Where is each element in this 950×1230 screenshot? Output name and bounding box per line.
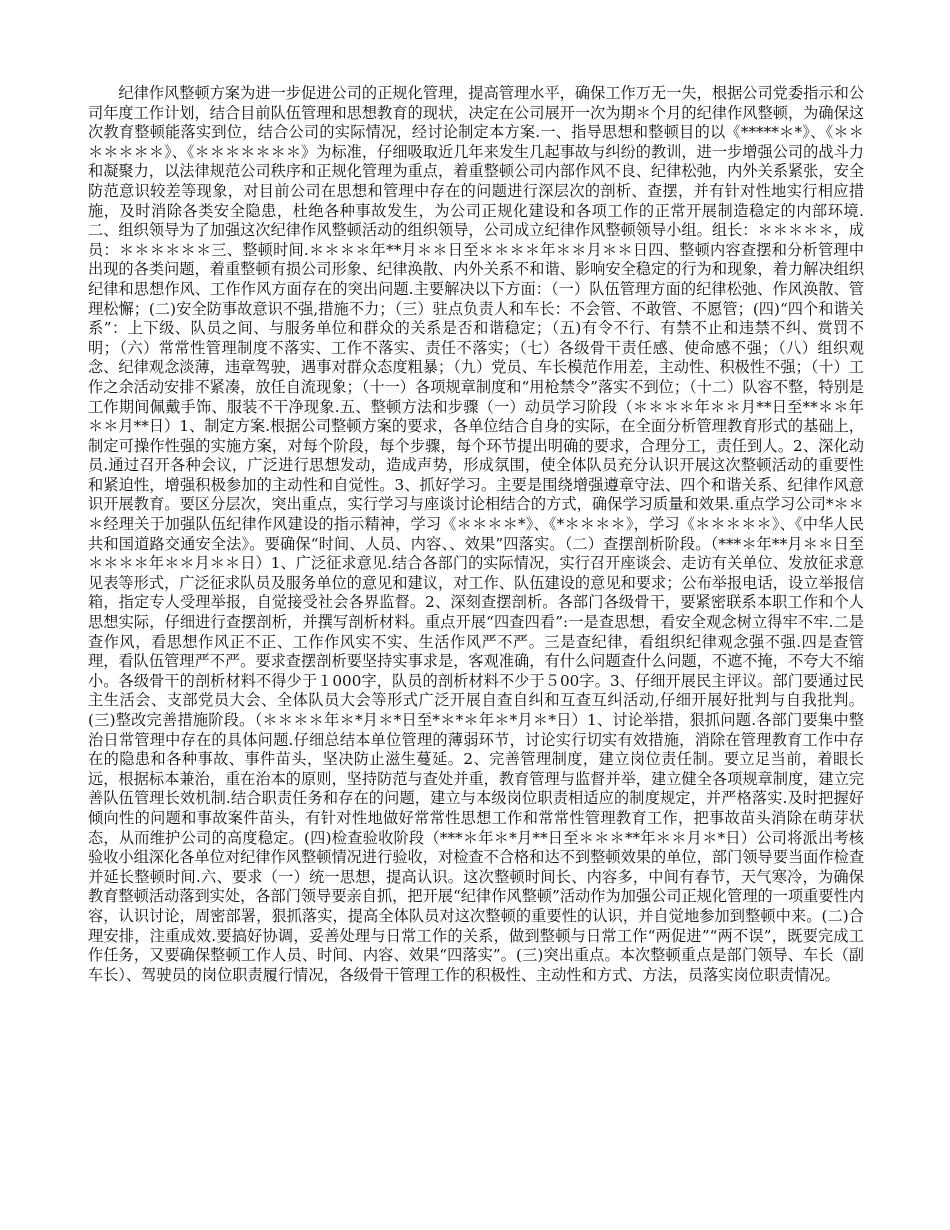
document-page [88,84,864,985]
document-body-text: 纪律作风整顿方案为进一步促进公司的正规化管理，提高管理水平，确保工作万无一失，根据公司党委指示和公司年度工作计划，结合目前队伍管理和思想教育的现状，决定在公司展开一次为期＊个月的纪律作风整顿，为确保这次教育整顿能落实到位，结合公司的实际情况，经讨论制定本方案.一、指导思想和整顿目的以《*****＊*》、《＊＊＊＊＊＊＊》、《＊＊＊＊＊＊＊》为标准，仔细吸取近几年来发生几起事故与纠纷的教训，进一步增强公司的战斗力和凝聚力，以法律规范公司秩序和正规化管理为重点，着重整顿公司内部作风不良、纪律松弛，内外关系紧张，安全防范意识较差等现象，对目前公司在思想和管理中存在的问题进行深层次的剖析、查摆，并有针对性地实行相应措施，及时消除各类安全隐患，杜绝各种事故发生，为公司正规化建设和各项工作的正常开展制造稳定的内部环境.二、组织领导为了加强这次纪律作风整顿活动的组织领导，公司成立纪律作风整顿领导小组。组长：＊＊＊＊＊，成员：＊＊＊＊＊＊三、整顿时间.＊＊＊＊年**月＊＊日至＊＊＊＊年＊＊月＊＊日四、整顿内容查摆和分析管理中出现的各类问题，着重整顿有损公司形象、纪律涣散、内外关系不和谐、影响安全稳定的行为和现象，着力解决组织纪律和思想作风、工作作风方面存在的突出问题.主要解决以下方面：（一）队伍管理方面的纪律松弛、作风涣散、管理松懈；(二)安全防事故意识不强,措施不力；（三）驻点负责人和车长：不会管、不敢管、不愿管；(四)“四个和谐关系”：上下级、队员之间、与服务单位和群众的关系是否和谐稳定；（五)有令不行、有禁不止和违禁不纠、赏罚不明；（六）常常性管理制度不落实、工作不落实、责任不落实；（七）各级骨干责任感、使命感不强；（八）组织观念、纪律观念淡薄，违章驾驶，遇事对群众态度粗暴；（九）党员、车长模范作用差，主动性、积极性不强；（十）工作之余活动安排不紧凑，放任自流现象；（十一）各项规章制度和“用枪禁令”落实不到位；（十二）队容不整，特别是工作期间佩戴手饰、服装不干净现象.五、整顿方法和步骤（一）动员学习阶段（＊＊＊＊年＊＊月**日至**＊＊年＊＊月**日）1、制定方案.根据公司整顿方案的要求，各单位结合自身的实际，在全面分析管理教育形式的基础上，制定可操作性强的实施方案，对每个阶段，每个步骤，每个环节提出明确的要求，合理分工，责任到人。2、深化动员.通过召开各种会议，广泛进行思想发动，造成声势，形成氛围，使全体队员充分认识开展这次整顿活动的重要性和紧迫性，增强积极参加的主动性和自觉性。3、抓好学习。主要是围绕增强遵章守法、四个和谐关系、纪律作风意识开展教育。要区分层次，突出重点，实行学习与座谈讨论相结合的方式，确保学习质量和效果.重点学习公司*＊＊＊经理关于加强队伍纪律作风建设的指示精神，学习《＊＊＊＊*》、《*＊＊＊＊》，学习《＊＊＊＊＊》、《中华人民共和国道路交通安全法》。要确保“时间、人员、内容、、效果”四落实。（二）查摆剖析阶段。（***＊年**月＊＊日至＊＊＊＊年＊＊月＊＊日）1、广泛征求意见.结合各部门的实际情况，实行召开座谈会、走访有关单位、发放征求意见表等形式，广泛征求队员及服务单位的意见和建议，对工作、队伍建设的意见和要求；公布举报电话，设立举报信箱，指定专人受理举报，自觉接受社会各界监督。2、深刻查摆剖析。各部门各级骨干，要紧密联系本职工作和个人思想实际，仔细进行查摆剖析，并撰写剖析材料。重点开展“四查四看”:一是查思想，看安全观念树立得牢不牢.二是查作风，看思想作风正不正、工作作风实不实、生活作风严不严。三是查纪律，看组织纪律观念强不强.四是查管理，看队伍管理严不严。要求查摆剖析要坚持实事求是，客观准确，有什么问题查什么问题，不遮不掩，不夸大不缩小。各级骨干的剖析材料不得少于１000字，队员的剖析材料不少于５00字。3、仔细开展民主评议。部门要通过民主生活会、支部党员大会、全体队员大会等形式广泛开展自查自纠和互查互纠活动,仔细开展好批判与自我批判。(三)整改完善措施阶段。（＊＊＊＊年＊*月＊*日至*＊*＊年＊*月＊*日）1、讨论举措，狠抓问题.各部门要集中整治日常管理中存在的具体问题.仔细总结本单位管理的薄弱环节，讨论实行切实有效措施，消除在管理教育工作中存在的隐患和各种事故、事件苗头，坚决防止滋生蔓延。2、完善管理制度，建立岗位责任制。要立足当前，着眼长远，根据标本兼治，重在治本的原则，坚持防范与查处并重，教育管理与监督并举，建立健全各项规章制度，建立完善队伍管理长效机制.结合职责任务和存在的问题，建立与本级岗位职责相适应的制度规定，并严格落实.及时把握好倾向性的问题和事故案件苗头，有针对性地做好常常性思想工作和常常性管理教育工作，把事故苗头消除在萌芽状态，从而维护公司的高度稳定。(四)检查验收阶段（***＊年＊*月**日至＊＊＊**年＊＊月＊*日）公司将派出考核验收小组深化各单位对纪律作风整顿情况进行验收，对检查不合格和达不到整顿效果的单位，部门领导要当面作检查并延长整顿时间.六、要求（一）统一思想，提高认识。这次整顿时间长、内容多，中间有春节，天气寒冷，为确保教育整顿活动落到实处，各部门领导要亲自抓，把开展“纪律作风整顿”活动作为加强公司正规化管理的一项重要性内容，认识讨论，周密部署，狠抓落实，提高全体队员对这次整顿的重要性的认识，并自觉地参加到整顿中来。(二)合理安排，注重成效.要搞好协调，妥善处理与日常工作的关系，做到整顿与日常工作“两促进”“两不误”，既要完成工作任务，又要确保整顿工作人员、时间、内容、效果“四落实”。(三)突出重点。本次整顿重点是部门领导、车长（副车长）、驾驶员的岗位职责履行情况，各级骨干管理工作的积极性、主动性和方式、方法，员落实岗位职责情况。 [88,84,864,984]
